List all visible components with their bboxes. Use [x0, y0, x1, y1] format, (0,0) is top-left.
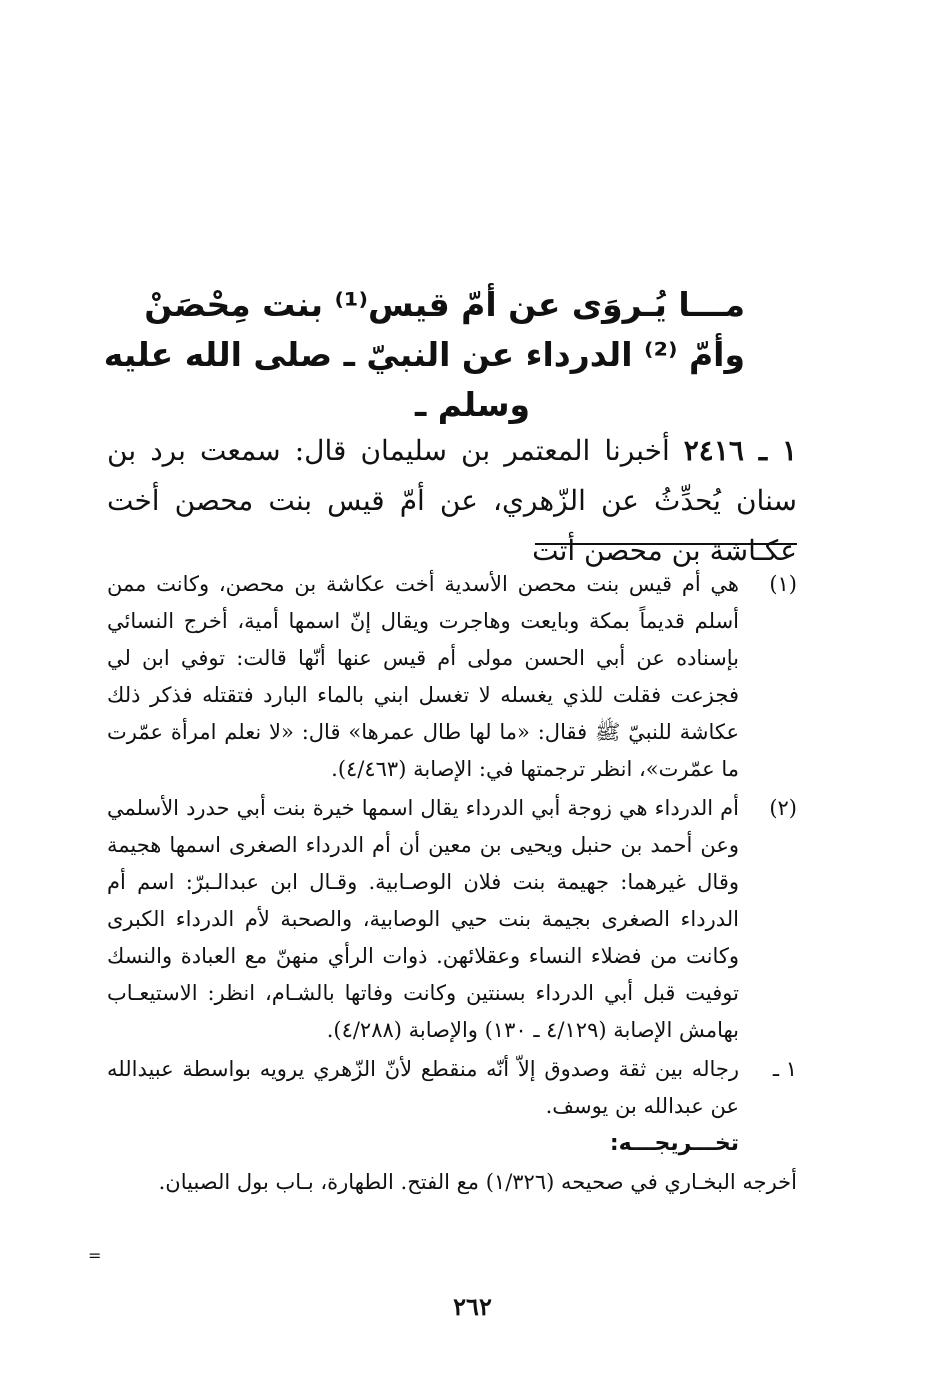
hadith-commentary	[107, 1051, 797, 1162]
chapter-title-line-3: وسلم ـ	[414, 385, 531, 424]
continuation-mark: =	[88, 1246, 102, 1265]
page-number: ٢٦٢	[453, 1292, 492, 1321]
hadith-number: ١ ـ ٢٤١٦	[683, 434, 798, 467]
commentary-block	[107, 1051, 739, 1162]
footnote-text: أم الدرداء هي زوجة أبي الدرداء يقال اسمها خيرة بنت أبي حدرد الأسلمي وعن أحمد بن حنبل ويحيى بن معين أن أم الدرداء الصغرى اسمها هجيمة وقال غيرهما: جهيمة بنت فلان الوصـابية. وقـال ابن عبدالـبرّ: اسم أم الدرداء الصغرى بجيمة بنت حيي الوصابية، والصحبة لأم الدرداء الكبرى وكانت من فضلاء النساء وعقلائهن. ذوات الرأي منهنّ مع العبادة والنسك توفيت قبل أبي الدرداء بسنتين وكانت وفاتها بالشـام، انظر: الاستيعـاب بهامش الإصابة (٤/١٢٩ ـ ١٣٠) والإصابة (٤/٢٨٨).	[107, 796, 739, 1042]
takhrij-text: أخرجه البخـاري في صحيحه (١/٣٢٦) مع الفتح. الطهارة، بـاب بول الصبيان.	[158, 1170, 797, 1194]
footnote-2	[107, 790, 797, 1049]
commentary-text: رجاله بين ثقة وصدوق إلاّ أنّه منقطع لأنّ الزّهري يرويه بواسطة عبيدالله عن عبدالله بن يوسف.	[107, 1057, 739, 1118]
hadith-text-block	[107, 426, 797, 576]
takhrij-heading: تخـــريجـــه:	[609, 1131, 739, 1156]
footnote-text: هي أم قيس بنت محصن الأسدية أخت عكاشة بن محصن، وكانت ممن أسلم قديماً بمكة وبايعت وهاجرت ويقال إنّ اسمها أمية، أخرج النسائي بإسناده عن أبي الحسن مولى أم قيس عنها أنّها قالت: توفي ابن لي فجزعت فقلت للذي يغسله لا تغسل ابني بالماء البارد فتقتله فذكر ذلك عكاشة للنبيّ ﷺ فقال: «ما لها طال عمرها» قال: «لا نعلم امرأة عمّرت ما عمّرت»، انظر ترجمتها في: الإصابة (٤/٤٦٣).	[107, 572, 739, 781]
chapter-title-line-1: مـــا يُـروَى عن أمّ قيس⁽¹⁾ بنت مِحْصَنْ	[144, 285, 745, 324]
footnote-1	[107, 566, 797, 788]
footnote-divider	[535, 543, 797, 545]
chapter-title-line-2: وأمّ ⁽²⁾ الدرداء عن النبيّ ـ صلى الله عليه	[103, 335, 745, 374]
commentary-marker: ١ ـ	[772, 1057, 797, 1081]
hadith-text: أخبرنا المعتمر بن سليمان قال: سمعت برد بن سنان يُحدِّثُ عن الزّهري، عن أمّ قيس بنت محصن أخت عكـاشة بن محصن أتت	[107, 434, 797, 567]
footnote-marker: (١)	[769, 572, 797, 596]
footnotes-section	[107, 566, 797, 1201]
footnote-marker: (٢)	[769, 796, 797, 820]
chapter-title	[103, 280, 745, 430]
